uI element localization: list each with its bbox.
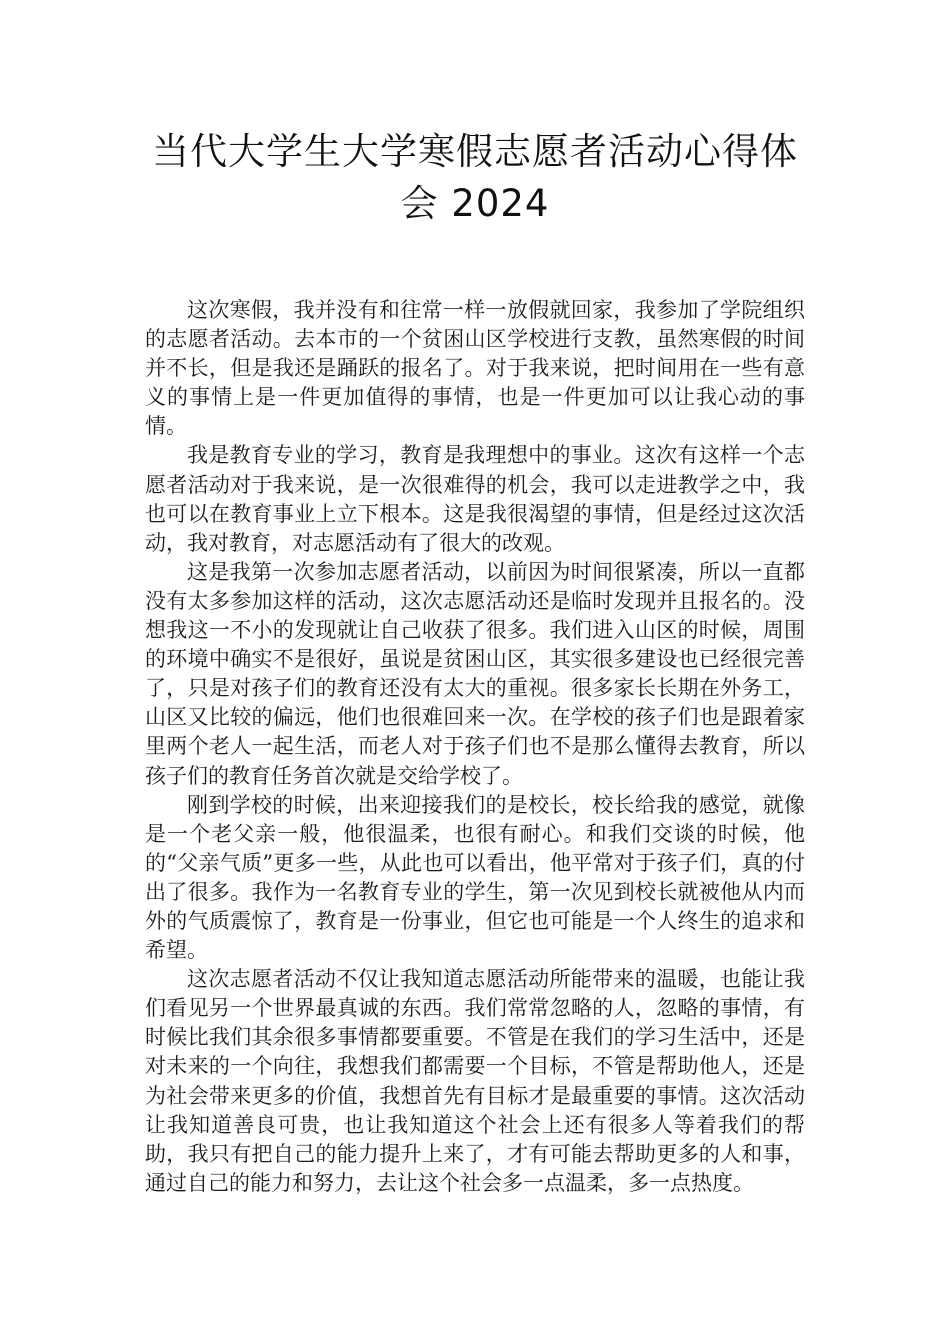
paragraph-5: 这次志愿者活动不仅让我知道志愿活动所能带来的温暖，也能让我们看见另一个世界最真诚的东西。我们常常忽略的人，忽略的事情，有时候比我们其余很多事情都要重要。不管是在我们的学习生活中，还是对未来的一个向往，我想我们都需要一个目标，不管是帮助他人，还是为社会带来更多的价值，我想首先有目标才是最重要的事情。这次活动让我知道善良可贵，也让我知道这个社会上还有很多人等着我们的帮助，我只有把自己的能力提升上来了，才有可能去帮助更多的人和事，通过自己的能力和努力，去让这个社会多一点温柔，多一点热度。 — [145, 967, 805, 1195]
paragraph-1: 这次寒假，我并没有和往常一样一放假就回家，我参加了学院组织的志愿者活动。去本市的一个贫困山区学校进行支教，虽然寒假的时间并不长，但是我还是踊跃的报名了。对于我来说，把时间用在一些有意义的事情上是一件更加值得的事情，也是一件更加可以让我心动的事情。 — [145, 298, 805, 439]
document-title: 当代大学生大学寒假志愿者活动心得体会 2024 — [152, 130, 798, 225]
paragraph-2: 我是教育专业的学习，教育是我理想中的事业。这次有这样一个志愿者活动对于我来说，是一次很难得的机会，我可以走进教学之中，我也可以在教育事业上立下根本。这是我很渴望的事情，但是经过这次活动，我对教育，对志愿活动有了很大的改观。 — [145, 443, 805, 555]
paragraph-3: 这是我第一次参加志愿者活动，以前因为时间很紧凑，所以一直都没有太多参加这样的活动，这次志愿活动还是临时发现并且报名的。没想我这一不小的发现就让自己收获了很多。我们进入山区的时候，周围的环境中确实不是很好，虽说是贫困山区，其实很多建设也已经很完善了，只是对孩子们的教育还没有太大的重视。很多家长长期在外务工，山区又比较的偏远，他们也很难回来一次。在学校的孩子们也是跟着家里两个老人一起生活，而老人对于孩子们也不是那么懂得去教育，所以孩子们的教育任务首次就是交给学校了。 — [145, 559, 805, 788]
document-body — [145, 296, 805, 1198]
paragraph-4: 刚到学校的时候，出来迎接我们的是校长，校长给我的感觉，就像是一个老父亲一般，他很温柔，也很有耐心。和我们交谈的时候，他的“父亲气质”更多一些，从此也可以看出，他平常对于孩子们，真的付出了很多。我作为一名教育专业的学生，第一次见到校长就被他从内而外的气质震惊了，教育是一份事业，但它也可能是一个人终生的追求和希望。 — [145, 792, 805, 963]
